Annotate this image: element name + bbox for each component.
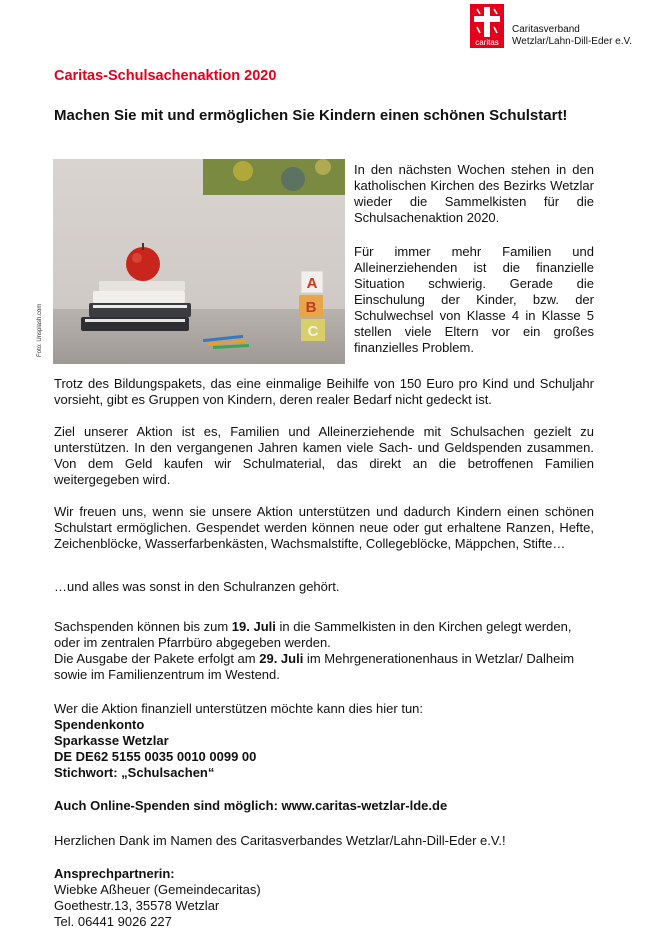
organization-name — [512, 24, 632, 48]
paragraph-more-items: …und alles was sonst in den Schulranzen gehört. — [54, 579, 340, 594]
paragraph-goal: Ziel unserer Aktion ist es, Familien und Alleinerziehende mit Schulsachen gezielt zu unterstützen. In den vergangenen Jahren kamen viele Sach- und Geldspenden zusammen. Von dem Geld kaufen wir Schulmaterial, das direkt an die betroffenen Familien weitergegeben wird. — [54, 424, 594, 487]
contact-phone: Tel. 06441 9026 227 — [54, 914, 172, 929]
online-donation — [54, 798, 594, 814]
block-letter-a: A — [306, 275, 318, 292]
donation-bank: Sparkasse Wetzlar — [54, 733, 169, 748]
contact-label: Ansprechpartnerin: — [54, 866, 175, 881]
thanks-line: Herzlichen Dank im Namen des Caritasverbandes Wetzlar/Lahn-Dill-Eder e.V.! — [54, 833, 506, 848]
contact-address: Goethestr.13, 35578 Wetzlar — [54, 898, 220, 913]
deadline-text-1: Sachspenden können bis zum — [54, 619, 232, 634]
deadline-date-1: 19. Juli — [231, 619, 276, 634]
flame-cross-icon — [474, 7, 500, 37]
donation-keyword: Stichwort: „Schulsachen“ — [54, 765, 215, 780]
block-letter-c: C — [307, 323, 319, 340]
page-title: Caritas-Schulsachenaktion 2020 — [54, 68, 277, 84]
online-donation-text: Auch Online-Spenden sind möglich: www.caritas-wetzlar-lde.de — [54, 798, 448, 813]
paragraph-education-package: Trotz des Bildungspakets, das eine einmalige Beihilfe von 150 Euro pro Kind und Schuljahr vorsieht, gibt es Gruppen von Kindern, deren realer Bedarf nicht gedeckt ist. — [54, 376, 594, 407]
photo-credit: Foto: Unsplash.com — [37, 303, 43, 357]
caritas-cross-logo — [470, 4, 504, 48]
organization-line-2: Wetzlar/Lahn-Dill-Eder e.V. — [512, 36, 633, 47]
paragraph-deadline — [54, 619, 594, 683]
donation-account-label: Spendenkonto — [54, 717, 145, 732]
headline: Machen Sie mit und ermöglichen Sie Kindern einen schönen Schulstart! — [54, 107, 568, 124]
contact-name: Wiebke Aßheuer (Gemeindecaritas) — [54, 882, 261, 897]
photo-illustration — [53, 159, 345, 364]
donation-block — [54, 701, 594, 781]
deadline-text-4: im Mehrgenerationenhaus in Wetzlar/ Dalheim sowie im Familienzentrum im Westend. — [54, 651, 575, 682]
logo-word: caritas — [475, 38, 499, 47]
caritas-logo — [470, 4, 632, 48]
deadline-date-2: 29. Juli — [259, 651, 304, 666]
school-supplies-photo — [53, 159, 345, 364]
donation-intro: Wer die Aktion finanziell unterstützen möchte kann dies hier tun: — [54, 701, 424, 716]
paragraph-donation-items: Wir freuen uns, wenn sie unsere Aktion unterstützen und dadurch Kindern einen schönen Schulstart ermöglichen. Gespendet werden können neue oder gut erhaltene Ranzen, Hefte, Zeichenblöcke, Wasserfarbenkästen, Wachsmalstifte, Collegeblöcke, Mäppchen, Stifte… — [54, 504, 594, 551]
deadline-text-2: in die Sammelkisten in den Kirchen gelegt werden, oder im zentralen Pfarrbüro abgegeben werden. — [54, 619, 572, 650]
block-letter-b: B — [305, 299, 317, 316]
contact-block — [54, 866, 594, 930]
organization-line-1: Caritasverband — [512, 24, 580, 35]
paragraph-intro: In den nächsten Wochen stehen in den katholischen Kirchen des Bezirks Wetzlar wieder die Sammelkisten für die Schulsachenaktion 2020. — [354, 162, 594, 225]
donation-iban: DE DE62 5155 0035 0010 0099 00 — [54, 749, 257, 764]
deadline-text-3: Die Ausgabe der Pakete erfolgt am — [54, 651, 260, 666]
paragraph-situation: Für immer mehr Familien und Alleinerziehenden ist die finanzielle Situation schwierig. Gerade die Einschulung der Kinder, bzw. der Schulwechsel von Klasse 4 in Klasse 5 stellen viele Eltern vor ein großes finanzielles Problem. — [354, 244, 594, 355]
